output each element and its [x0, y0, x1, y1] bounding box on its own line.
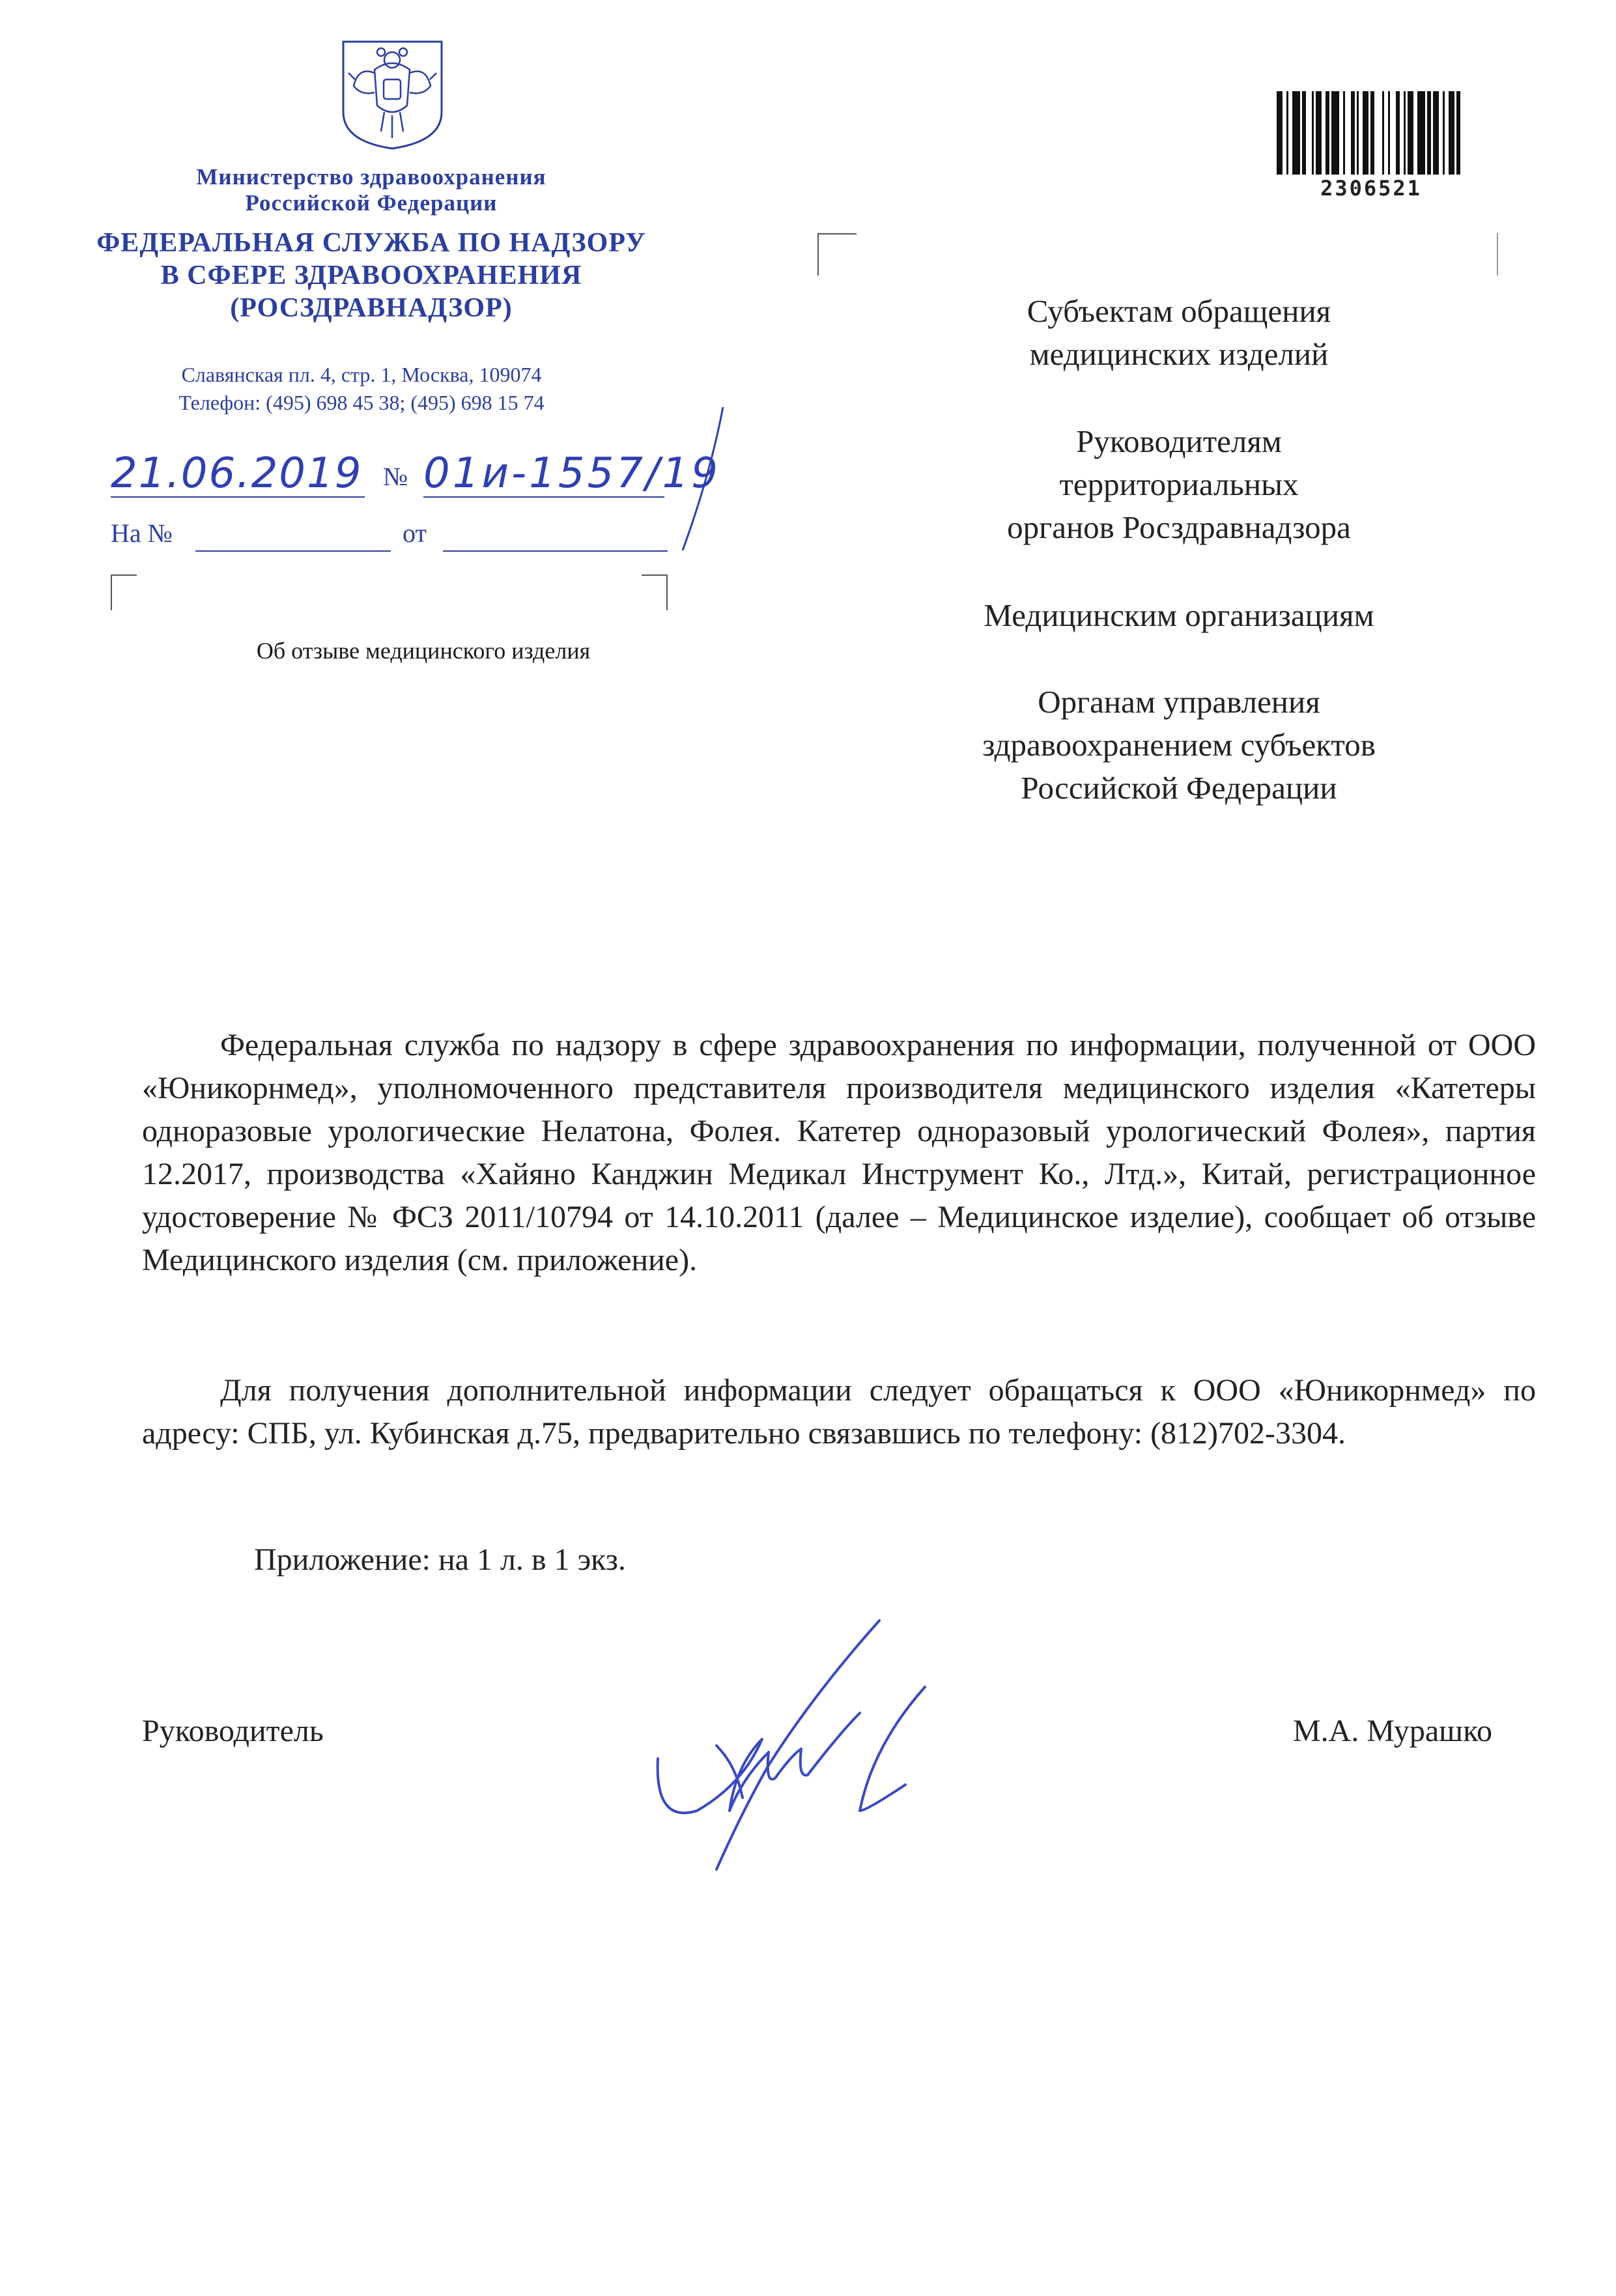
barcode-bar — [1363, 91, 1368, 175]
ministry-name-line1: Министерство здравоохранения — [196, 164, 546, 190]
service-name-line2: В СФЕРЕ ЗДРАВООХРАНЕНИЯ — [160, 261, 582, 291]
bracket-top-right-h — [642, 574, 668, 576]
barcode-bar — [1312, 91, 1314, 175]
barcode-bar — [1427, 91, 1431, 175]
recipient-1-line2: медицинских изделий — [1029, 336, 1329, 372]
number-underline — [423, 496, 664, 498]
service-name-line1: ФЕДЕРАЛЬНАЯ СЛУЖБА ПО НАДЗОРУ — [96, 228, 646, 258]
barcode-bar — [1277, 91, 1283, 175]
subject-line: Об отзыве медицинского изделия — [256, 638, 591, 664]
barcode-bar — [1417, 91, 1425, 175]
barcode-bar — [1382, 91, 1384, 175]
address-corner-left-h — [817, 233, 857, 234]
barcode-bar — [1396, 91, 1400, 175]
barcode-bar — [1456, 91, 1460, 175]
barcode-bar — [1443, 91, 1445, 175]
barcode-bar — [1331, 91, 1339, 175]
barcode-bar — [1343, 91, 1345, 175]
coat-of-arms-icon — [335, 34, 449, 151]
recipient-1-line1: Субъектам обращения — [1027, 293, 1331, 329]
barcode-bar — [1351, 91, 1355, 175]
barcode-number: 2306521 — [1320, 176, 1422, 201]
signatory-position: Руководитель — [142, 1714, 324, 1748]
ministry-name-line2: Российской Федерации — [245, 190, 498, 216]
phone: Телефон: (495) 698 45 38; (495) 698 15 74 — [178, 391, 545, 414]
barcode-bar — [1292, 91, 1300, 175]
barcode-bar — [1388, 91, 1390, 175]
barcode-bar — [1408, 91, 1413, 175]
barcode-bar — [1325, 91, 1329, 175]
barcode-bar — [1370, 91, 1374, 175]
address-corner-right-v — [1497, 233, 1498, 276]
registration-date: 21.06.2019 — [111, 449, 363, 498]
registration-number: 01и-1557/19 — [423, 449, 720, 498]
reply-number-line — [195, 550, 391, 552]
body-paragraph-1: Федеральная служба по надзору в сфере здравоохранения по информации, полученной от ООО «Юникорнмед», уполномоченного представителя производителя медицинского изделия «Катетеры одноразовые урологические Нелатона, Фолея. Катетер одноразовый урологический Фолея», партия 12.2017, производства «Хайяно Канджин Медикал Инструмент Ко., Лтд.», Китай, регистрационное удостоверение № ФСЗ 2011/10794 от 14.10.2011 (далее – Медицинское изделие), сообщает об отзыве Медицинского изделия (см. приложение). — [142, 1028, 1536, 1277]
handwritten-signature — [645, 1615, 944, 1889]
recipient-2-line3: органов Росздравнадзора — [1007, 509, 1351, 545]
recipient-4-line3: Российской Федерации — [1021, 770, 1337, 806]
recipient-4-line1: Органам управления — [1038, 684, 1320, 720]
attachment-note: Приложение: на 1 л. в 1 экз. — [254, 1542, 626, 1577]
bracket-top-right-v — [666, 574, 668, 610]
recipient-3-line1: Медицинским организациям — [984, 597, 1374, 633]
address-corner-left-v — [817, 233, 819, 276]
handwritten-slash — [677, 404, 730, 554]
number-label: № — [383, 462, 408, 491]
reply-date-line — [443, 550, 668, 552]
barcode-bar — [1357, 91, 1359, 175]
from-label: от — [403, 518, 427, 548]
recipient-2-line2: территориальных — [1059, 466, 1299, 502]
bracket-top-left-v — [111, 574, 112, 610]
address: Славянская пл. 4, стр. 1, Москва, 109074 — [181, 363, 542, 386]
recipient-4-line2: здравоохранением субъектов — [982, 727, 1376, 763]
body-paragraph-2: Для получения дополнительной информации следует обращаться к ООО «Юникорнмед» по адресу: СПБ, ул. Кубинская д.75, предварительно связавшись по телефону: (812)702-3304. — [142, 1373, 1536, 1451]
barcode-bar — [1316, 91, 1322, 175]
barcode-bar — [1286, 91, 1288, 175]
service-name-line3: (РОСЗДРАВНАДЗОР) — [230, 293, 513, 323]
reply-to-label: На № — [111, 518, 173, 548]
barcode-bar — [1449, 91, 1454, 175]
signatory-name: М.А. Мурашко — [1293, 1714, 1492, 1748]
bracket-top-left-h — [111, 574, 137, 576]
recipient-2-line1: Руководителям — [1076, 423, 1282, 459]
barcode-bar — [1302, 91, 1306, 175]
barcode-bar — [1404, 91, 1406, 175]
barcode — [1277, 91, 1462, 175]
date-underline — [111, 496, 365, 498]
barcode-bar — [1433, 91, 1439, 175]
